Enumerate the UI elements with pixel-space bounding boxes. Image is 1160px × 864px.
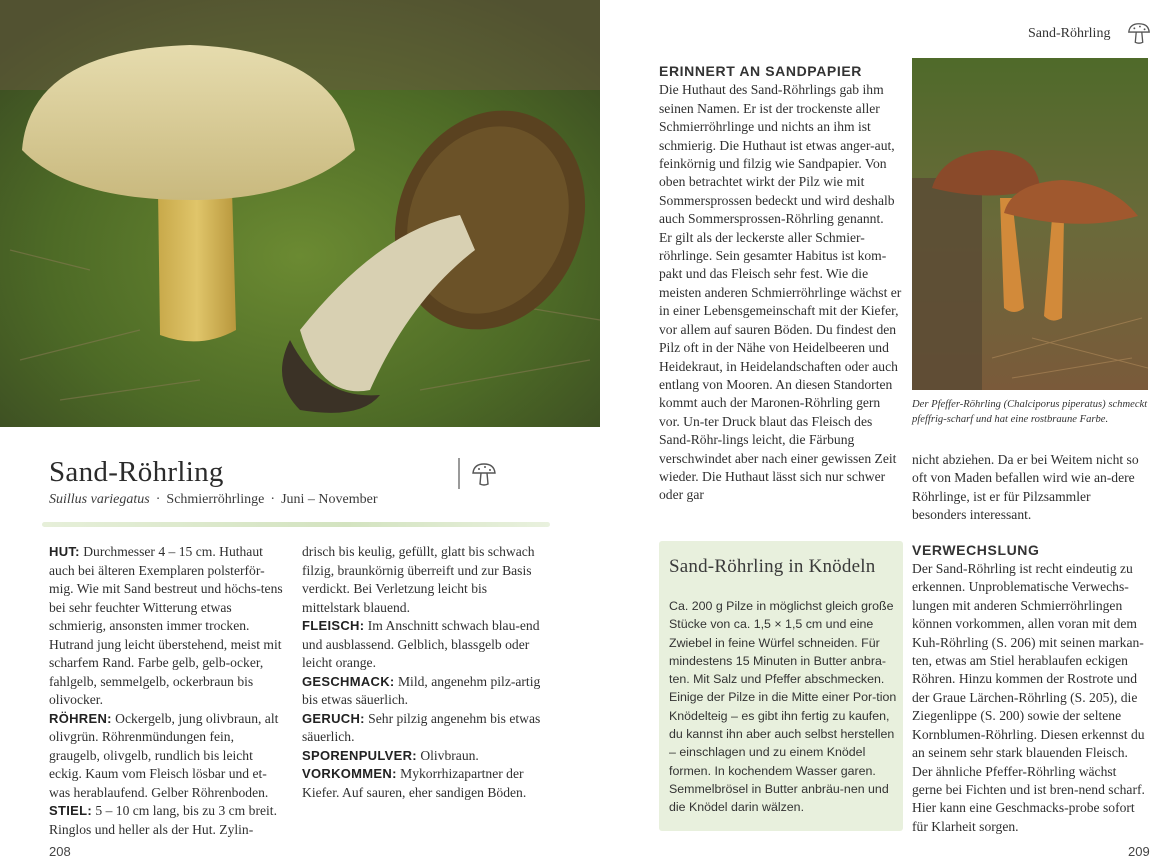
- family-name: Schmierröhrlinge: [166, 492, 265, 507]
- geruch-label: GERUCH:: [302, 710, 365, 726]
- season: Juni – November: [281, 492, 378, 507]
- description-column-2: [302, 543, 546, 802]
- stiel-text: 5 – 10 cm lang, bis zu 3 cm breit. Ringlos und heller als der Hut. Zylin-: [49, 803, 277, 837]
- sporen-label: SPORENPULVER:: [302, 747, 417, 763]
- hut-paragraph: [49, 543, 285, 710]
- geschmack-label: GESCHMACK:: [302, 673, 395, 689]
- page-number-left: 208: [49, 844, 71, 859]
- section2-paragraph: Der Sand-Röhrling ist recht eindeutig zu erkennen. Unproblematische Verwechs-lungen mit anderen Schmierröhrlingen können vorkommen, allen voran mit dem Kuh-Röhrling (S. 206) mit seinen markan-ten, etwas am Stiel herablaufen eckigen Röhren. Hinzu kommen der Rostrote und der Graue Lärchen-Röhrling (S. 205), die Ziegenlippe (S. 200) sowie der seltene Kornblumen-Röhrling. Diesen erkennst du an seinem sehr stark blauenden Fleisch. Der ähnliche Pfeffer-Röhrling wächst gerne bei Fichten und ist bren-nend scharf. Hier kann eine Geschmacks-probe sofort für Klarheit sorgen.: [912, 561, 1145, 834]
- sporen-paragraph: [302, 747, 546, 766]
- subtitle-separator: ·: [270, 492, 276, 507]
- fleisch-text: Im Anschnitt schwach blau-end und ausblassend. Gelblich, blassgelb oder leicht orange.: [302, 618, 540, 670]
- roehren-label: RÖHREN:: [49, 710, 112, 726]
- section1-continued: nicht abziehen. Da er bei Weitem nicht so oft von Maden befallen wird wie an-dere Röhrlinge, ist er für Pilzsammler besonders interessant.: [912, 452, 1139, 523]
- section-heading-verwechslung: VERWECHSLUNG: [912, 541, 1040, 558]
- section1-paragraph-2: Er gilt als der leckerste aller Schmier-röhrlinge. Sein gesamter Habitus ist kom-pakt und das Fleisch sehr fest. Wie die meisten anderen Schmierröhrlinge wächst er in einer Lebensgemeinschaft mit der Kiefer, vor allem auf sauren Böden. Du findest den Pilz oft in der Nähe von Heidelbeeren und Heidekraut, in Heidelandschaften oder auch entlang von Mooren. An diesen Standorten kommt auch der Maronen-Röhrling gern vor. Un-ter Druck blaut das Fleisch des Sand-Röhr-lings leicht, die Färbung verschwindet aber nach einer gewissen Zeit wieder. Die Huthaut lässt sich nur schwer oder gar: [659, 229, 902, 503]
- recipe-text: Ca. 200 g Pilze in möglichst gleich große Stücke von ca. 1,5 × 1,5 cm und eine Zwiebel in feine Würfel schneiden. Für mindestens 15 Minuten in Butter anbra-ten. Mit Salz und Pfeffer abschmecken. Einige der Pilze in die Mitte einer Por-tion Knödelteig – es gibt ihn fertig zu kaufen, du kannst ihn aber auch selbst herstellen – einschlagen und zu einem Knödel formen. In kochendem Wasser garen. Semmelbrösel in Butter anbräu-nen und die Knödel darin wälzen.: [669, 599, 897, 815]
- mushroom-icon: [470, 460, 498, 488]
- geschmack-paragraph: [302, 673, 546, 710]
- pfeffer-roehrling-photo: [912, 58, 1148, 390]
- sand-roehrling-photo: [0, 0, 600, 427]
- latin-name: Suillus variegatus: [49, 492, 150, 507]
- description-column-1: [49, 543, 285, 839]
- right-page: [608, 0, 1160, 864]
- geruch-text: Sehr pilzig angenehm bis etwas säuerlich.: [302, 710, 541, 744]
- vorkommen-label: VORKOMMEN:: [302, 766, 397, 781]
- green-divider: [42, 522, 550, 527]
- fleisch-paragraph: [302, 617, 546, 673]
- species-subtitle: [49, 492, 378, 508]
- title-divider: [458, 458, 460, 489]
- subtitle-separator: ·: [155, 492, 161, 507]
- species-title: Sand-Röhrling: [49, 456, 224, 488]
- section-heading-sandpapier: ERINNERT AN SANDPAPIER: [659, 63, 862, 79]
- stiel-label: STIEL:: [49, 803, 92, 818]
- roehren-text: Ockergelb, jung olivbraun, alt olivgrün. Röhrenmündungen fein, graugelb, olivgelb, rundlich bis leicht eckig. Kaum vom Fleisch lösbar und et-was herablaufend. Gelber Röhrenboden.: [49, 710, 279, 800]
- stiel-continued: drisch bis keulig, gefüllt, glatt bis schwach filzig, braunkörnig überreift und zur Basis verdickt. Bei Verletzung leicht bis mittelstark blauend.: [302, 544, 535, 615]
- hut-text: Durchmesser 4 – 15 cm. Huthaut auch bei älteren Exemplaren polsterför-mig. Wie mit Sand bestreut und höchs-tens bei sehr feuchter Witterung etwas schmierig, ansonsten immer trocken. Hutrand jung leicht überstehend, meist mit scharfem Rand. Farbe gelb, gelb-ocker, fahlgelb, semmelgelb, ockerbraun bis olivocker.: [49, 544, 283, 707]
- photo-caption: Der Pfeffer-Röhrling (Chalciporus piperatus) schmeckt pfeffrig-scharf und hat eine rostbraune Farbe.: [912, 399, 1148, 425]
- sporen-text: Olivbraun.: [420, 747, 479, 763]
- recipe-title: Sand-Röhrling in Knödeln: [669, 556, 876, 577]
- section1-paragraph-1: Die Huthaut des Sand-Röhrlings gab ihm seinen Namen. Er ist der trockenste aller Schmierröhrlinge und nichts an ihm ist schmierig. Die Huthaut ist etwas anger-aut, feinkörnig und filzig wie Sandpapier. Von oben betrachtet wirkt der Pilz wie mit Sommersprossen bedeckt und wird deshalb auch Sommersprossen-Röhrling genannt.: [659, 82, 895, 227]
- mushroom-icon: [1126, 20, 1152, 46]
- side-text-column: [912, 451, 1148, 836]
- roehren-paragraph: [49, 710, 285, 803]
- hut-label: HUT:: [49, 544, 80, 559]
- pfeffer-roehrling-illustration: [912, 58, 1148, 390]
- page-number-right: 209: [1128, 844, 1150, 859]
- running-title: Sand-Röhrling: [1028, 26, 1111, 41]
- stiel-paragraph: [49, 802, 285, 839]
- geschmack-text: Mild, angenehm pilz-artig bis etwas säuerlich.: [302, 673, 541, 707]
- vorkommen-text: Mykorrhizapartner der Kiefer. Auf sauren, eher sandigen Böden.: [302, 766, 527, 800]
- mushroom-photo-illustration: [0, 0, 600, 427]
- main-text-column: [659, 62, 903, 505]
- vorkommen-paragraph: [302, 765, 546, 802]
- recipe-box: [659, 541, 903, 831]
- geruch-paragraph: [302, 710, 546, 747]
- fleisch-label: FLEISCH:: [302, 618, 365, 633]
